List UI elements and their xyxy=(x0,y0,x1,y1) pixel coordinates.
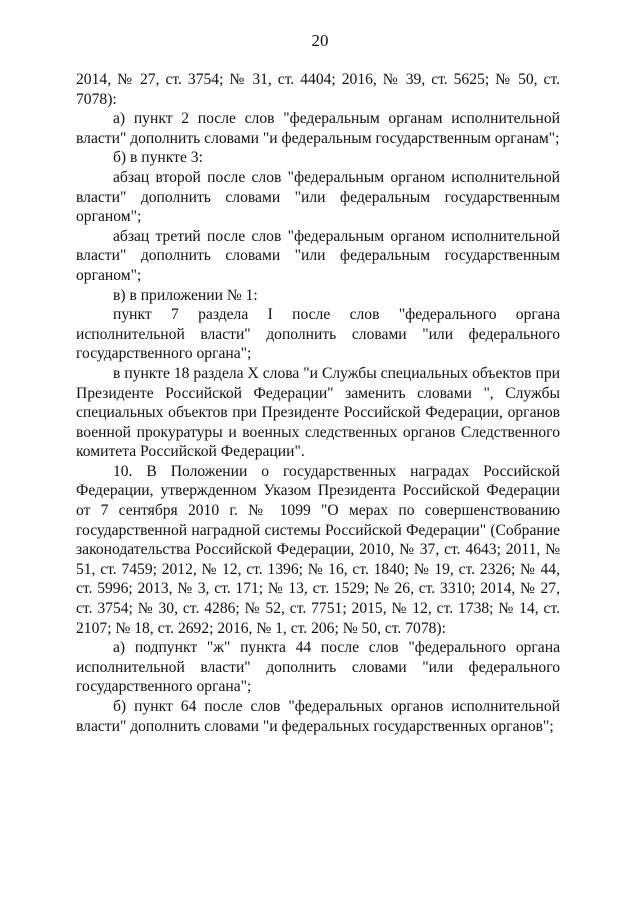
paragraph-2: а) пункт 2 после слов "федеральным органам исполнительной власти" дополнить словами "и федеральным государственным органам"; xyxy=(76,110,560,147)
paragraph-10: а) подпункт "ж" пункта 44 после слов "федерального органа исполнительной власти" дополнить словами "или федерального государственного органа"; xyxy=(76,639,560,696)
paragraph-9: 10. В Положении о государственных наградах Российской Федерации, утвержденном Указом Президента Российской Федерации от 7 сентября 2010 г. № 1099 "О мерах по совершенствованию государственной наградной системы Российской Федерации" (Собрание законодательства Российской Федерации, 2010, № 37, ст. 4643; 2011, № 51, ст. 7459; 2012, № 12, ст. 1396; № 16, ст. 1840; № 19, ст. 2326; № 44, ст. 5996; 2013, № 3, ст. 171; № 13, ст. 1529; № 26, ст. 3310; 2014, № 27, ст. 3754; № 30, ст. 4286; № 52, ст. 7751; 2015, № 12, ст. 1738; № 14, ст. 2107; № 18, ст. 2692; 2016, № 1, ст. 206; № 50, ст. 7078): xyxy=(76,462,560,637)
paragraph-8: в пункте 18 раздела X слова "и Службы специальных объектов при Президенте Российской Федерации" заменить словами ", Службы специальных объектов при Президенте Российской Федерации, органов военной прокуратуры и военных следственных органов Следственного комитета Российской Федерации". xyxy=(76,364,560,461)
paragraph-7: пункт 7 раздела I после слов "федерального органа исполнительной власти" дополнить словами "или федерального государственного органа"; xyxy=(76,306,560,363)
paragraph-3: б) в пункте 3: xyxy=(113,149,203,167)
paragraph-4: абзац второй после слов "федеральным органом исполнительной власти" дополнить словами "или федеральным государственным органом"; xyxy=(76,168,560,226)
paragraph-1: 2014, № 27, ст. 3754; № 31, ст. 4404; 2016, № 39, ст. 5625; № 50, ст. 7078): xyxy=(76,71,560,108)
paragraph-6: в) в приложении № 1: xyxy=(113,286,258,304)
page-number: 20 xyxy=(311,31,329,50)
paragraph-5: абзац третий после слов "федеральным органом исполнительной власти" дополнить словами "или федеральным государственным органом"; xyxy=(76,227,560,284)
document-body xyxy=(76,70,560,736)
paragraph-11: б) пункт 64 после слов "федеральных органов исполнительной власти" дополнить словами "и федеральных государственных органов"; xyxy=(76,698,560,735)
